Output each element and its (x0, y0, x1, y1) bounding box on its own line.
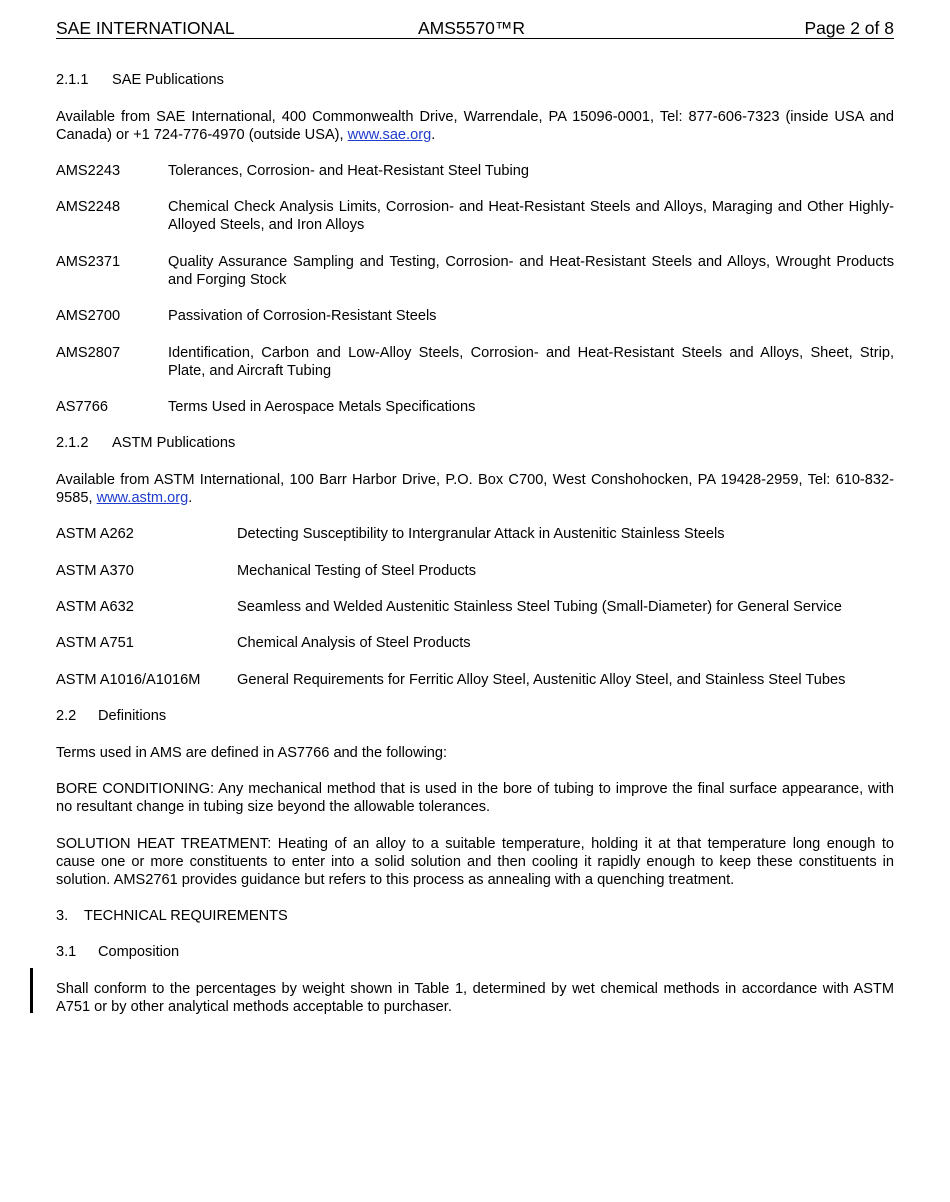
reference-title: Chemical Check Analysis Limits, Corrosion- and Heat-Resistant Steels and Alloys, Maraging and Other Highly-Alloyed Steels, and Iron Alloys (168, 199, 894, 233)
reference-title: Quality Assurance Sampling and Testing, Corrosion- and Heat-Resistant Steels and Alloys, Wrought Products and Forging Stock (168, 254, 894, 288)
section-heading-3-1: 3.1 Composition (56, 944, 180, 960)
definition-bore-conditioning: BORE CONDITIONING: Any mechanical method that is used in the bore of tubing to improve the final surface appearance, with no resultant change in tubing size beyond the allowable tolerances. (56, 781, 894, 815)
reference-title: Passivation of Corrosion-Resistant Steels (168, 308, 437, 324)
reference-code: ASTM A1016/A1016M (56, 672, 201, 688)
header-page-number: Page 2 of 8 (804, 18, 894, 38)
reference-code: AMS2371 (56, 254, 121, 270)
reference-code: AMS2248 (56, 199, 121, 215)
page-header (56, 18, 894, 39)
sae-availability-paragraph: Available from SAE International, 400 Commonwealth Drive, Warrendale, PA 15096-0001, Tel: 877-606-7323 (inside USA and Canada) or +1 724-776-4970 (outside USA), www.sae.org. (56, 109, 894, 143)
section-heading-3: 3. TECHNICAL REQUIREMENTS (56, 908, 288, 924)
section-heading-2-1-2: 2.1.2 ASTM Publications (56, 435, 236, 451)
reference-title: Mechanical Testing of Steel Products (237, 563, 477, 579)
section-heading-2-2: 2.2 Definitions (56, 708, 167, 724)
reference-code: AMS2700 (56, 308, 121, 324)
revision-change-bar (30, 968, 33, 1013)
reference-title: Seamless and Welded Austenitic Stainless Steel Tubing (Small-Diameter) for General Service (237, 599, 842, 615)
reference-title: General Requirements for Ferritic Alloy Steel, Austenitic Alloy Steel, and Stainless Steel Tubes (237, 672, 846, 688)
reference-code: ASTM A370 (56, 563, 134, 579)
composition-paragraph: Shall conform to the percentages by weight shown in Table 1, determined by wet chemical methods in accordance with ASTM A751 or by other analytical methods acceptable to purchaser. (56, 981, 894, 1015)
reference-title: Chemical Analysis of Steel Products (237, 635, 471, 651)
reference-code: ASTM A262 (56, 526, 134, 542)
header-org: SAE INTERNATIONAL (56, 18, 235, 38)
reference-title: Tolerances, Corrosion- and Heat-Resistant Steel Tubing (168, 163, 529, 179)
reference-code: AS7766 (56, 399, 108, 415)
reference-title: Identification, Carbon and Low-Alloy Steels, Corrosion- and Heat-Resistant Steels and Alloys, Sheet, Strip, Plate, and Aircraft Tubing (168, 345, 894, 379)
reference-title: Terms Used in Aerospace Metals Specifications (168, 399, 476, 415)
reference-code: ASTM A632 (56, 599, 134, 615)
definition-solution-heat-treatment: SOLUTION HEAT TREATMENT: Heating of an alloy to a suitable temperature, holding it at that temperature long enough to cause one or more constituents to enter into a solid solution and then cooling it rapidly enough to keep these constituents in solution. AMS2761 provides guidance but refers to this process as annealing with a quenching treatment. (56, 836, 894, 888)
reference-code: AMS2243 (56, 163, 121, 179)
reference-code: ASTM A751 (56, 635, 134, 651)
section-heading-2-1-1: 2.1.1 SAE Publications (56, 72, 224, 88)
astm-website-link[interactable]: www.astm.org (96, 490, 189, 506)
astm-availability-paragraph: Available from ASTM International, 100 Barr Harbor Drive, P.O. Box C700, West Conshohocken, PA 19428-2959, Tel: 610-832-9585, www.astm.org. (56, 472, 894, 506)
definitions-intro: Terms used in AMS are defined in AS7766 and the following: (56, 745, 448, 761)
header-doc-number: AMS5570™R (418, 18, 525, 38)
sae-website-link[interactable]: www.sae.org (347, 127, 432, 143)
reference-code: AMS2807 (56, 345, 121, 361)
reference-title: Detecting Susceptibility to Intergranular Attack in Austenitic Stainless Steels (237, 526, 725, 542)
